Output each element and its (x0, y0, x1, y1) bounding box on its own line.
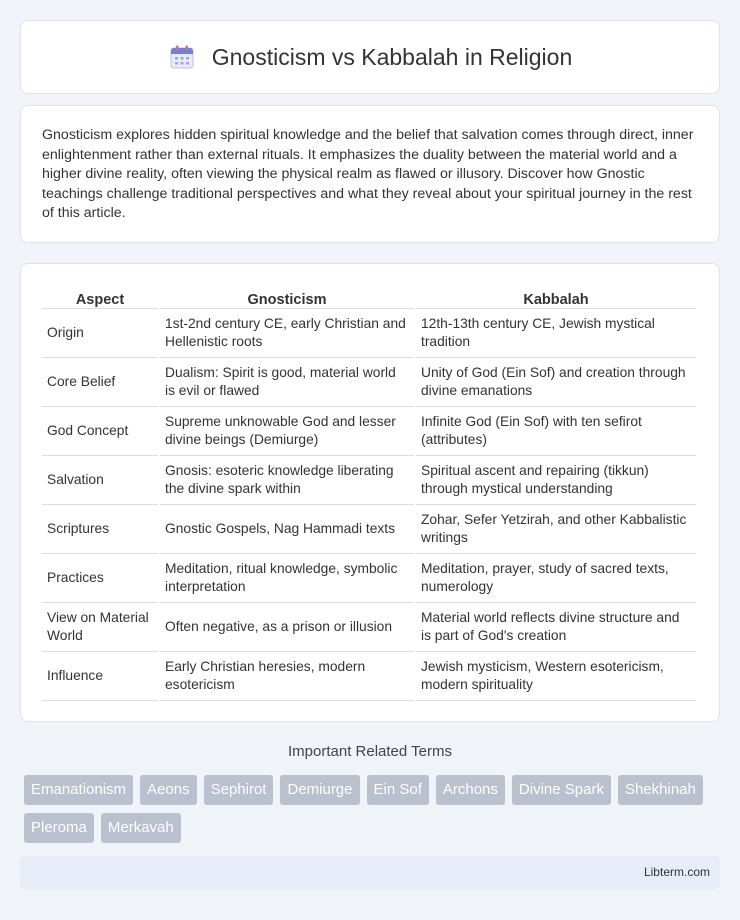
table-cell-aspect: View on Material World (42, 603, 158, 652)
table-cell-gnosticism: Dualism: Spirit is good, material world is evil or flawed (160, 358, 414, 407)
table-row (42, 407, 696, 456)
footer-site-link[interactable]: Libterm.com (643, 865, 710, 879)
table-cell-aspect: Scriptures (42, 505, 158, 554)
table-cell-kabbalah: Meditation, prayer, study of sacred texts, numerology (416, 554, 696, 603)
table-cell-gnosticism: Gnosis: esoteric knowledge liberating the divine spark within (160, 456, 414, 505)
intro-text: Gnosticism explores hidden spiritual knowledge and the belief that salvation comes through direct, inner enlightenment rather than external rituals. It emphasizes the duality between the material world and a higher divine reality, often viewing the physical realm as flawed or illusory. Discover how Gnostic teachings challenge traditional perspectives and what they reveal about your spiritual journey in the rest of this article. (42, 127, 694, 222)
table-row (42, 554, 696, 603)
header-card (20, 20, 720, 94)
table-cell-kabbalah: Zohar, Sefer Yetzirah, and other Kabbalistic writings (416, 505, 696, 554)
calendar-icon (168, 43, 196, 71)
table-cell-aspect: Origin (42, 309, 158, 358)
table-cell-aspect: Salvation (42, 456, 158, 505)
table-cell-kabbalah: Spiritual ascent and repairing (tikkun) through mystical understanding (416, 456, 696, 505)
table-row (42, 456, 696, 505)
related-terms-list (24, 775, 724, 843)
term-tag-archons[interactable]: Archons (436, 775, 505, 805)
table-cell-gnosticism: Supreme unknowable God and lesser divine beings (Demiurge) (160, 407, 414, 456)
table-row (42, 358, 696, 407)
table-cell-gnosticism: Early Christian heresies, modern esotericism (160, 652, 414, 701)
table-row (42, 652, 696, 701)
table-cell-aspect: Core Belief (42, 358, 158, 407)
table-row (42, 603, 696, 652)
column-header-aspect: Aspect (42, 284, 158, 309)
table-row (42, 309, 696, 358)
page-title: Gnosticism vs Kabbalah in Religion (211, 43, 573, 70)
table-header-row (42, 284, 696, 309)
footer (20, 856, 720, 889)
term-tag-divine-spark[interactable]: Divine Spark (512, 775, 611, 805)
term-tag-aeons[interactable]: Aeons (140, 775, 197, 805)
column-header-gnosticism: Gnosticism (160, 284, 414, 309)
term-tag-merkavah[interactable]: Merkavah (101, 813, 181, 843)
term-tag-pleroma[interactable]: Pleroma (24, 813, 94, 843)
table-cell-aspect: Practices (42, 554, 158, 603)
term-tag-ein-sof[interactable]: Ein Sof (367, 775, 429, 805)
table-cell-kabbalah: Material world reflects divine structure and is part of God's creation (416, 603, 696, 652)
comparison-table-card (20, 263, 720, 722)
table-cell-kabbalah: Unity of God (Ein Sof) and creation through divine emanations (416, 358, 696, 407)
table-cell-gnosticism: 1st-2nd century CE, early Christian and Hellenistic roots (160, 309, 414, 358)
table-cell-kabbalah: Jewish mysticism, Western esotericism, modern spirituality (416, 652, 696, 701)
related-terms-title: Important Related Terms (288, 743, 452, 760)
table-cell-gnosticism: Often negative, as a prison or illusion (160, 603, 414, 652)
table-cell-gnosticism: Meditation, ritual knowledge, symbolic interpretation (160, 554, 414, 603)
table-cell-kabbalah: 12th-13th century CE, Jewish mystical tradition (416, 309, 696, 358)
intro-card (20, 105, 720, 243)
table-cell-kabbalah: Infinite God (Ein Sof) with ten sefirot (attributes) (416, 407, 696, 456)
table-cell-aspect: Influence (42, 652, 158, 701)
table-row (42, 505, 696, 554)
term-tag-emanationism[interactable]: Emanationism (24, 775, 133, 805)
comparison-table (40, 284, 698, 701)
term-tag-sephirot[interactable]: Sephirot (204, 775, 274, 805)
term-tag-demiurge[interactable]: Demiurge (280, 775, 359, 805)
column-header-kabbalah: Kabbalah (416, 284, 696, 309)
table-cell-aspect: God Concept (42, 407, 158, 456)
table-cell-gnosticism: Gnostic Gospels, Nag Hammadi texts (160, 505, 414, 554)
term-tag-shekhinah[interactable]: Shekhinah (618, 775, 703, 805)
